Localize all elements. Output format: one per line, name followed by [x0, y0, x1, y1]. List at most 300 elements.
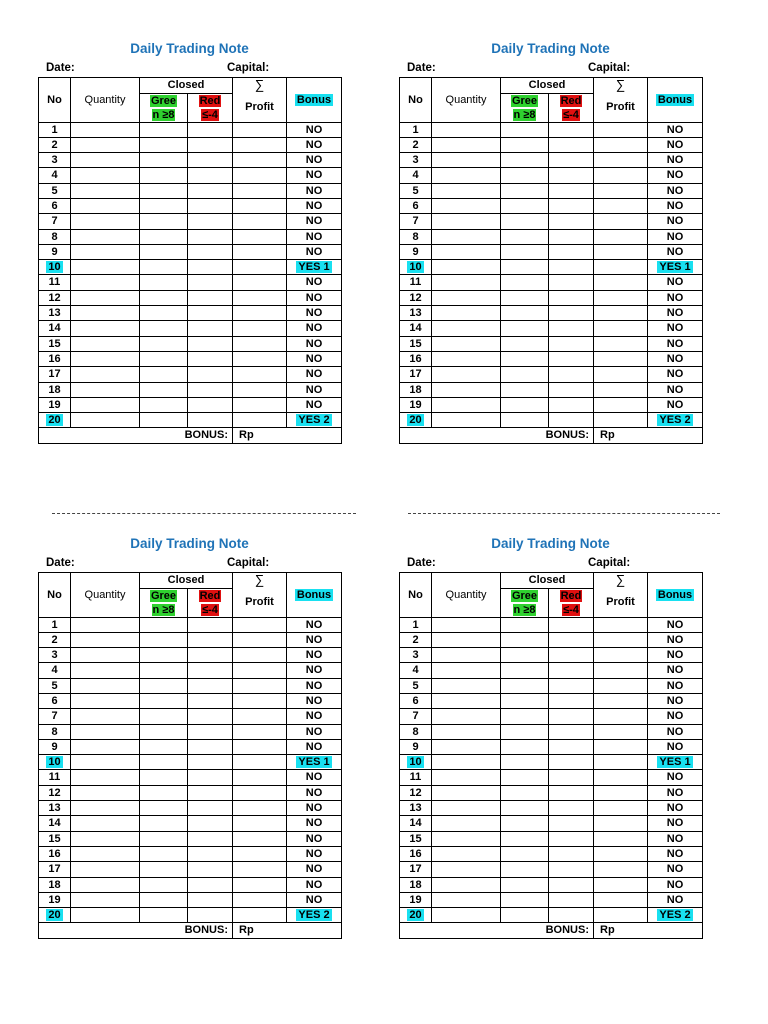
profit-cell[interactable]	[594, 877, 648, 892]
profit-cell[interactable]	[233, 397, 287, 412]
red-cell[interactable]	[549, 336, 594, 351]
quantity-cell[interactable]	[432, 724, 501, 739]
profit-cell[interactable]	[233, 877, 287, 892]
red-cell[interactable]	[549, 831, 594, 846]
profit-cell[interactable]	[233, 183, 287, 198]
quantity-cell[interactable]	[432, 229, 501, 244]
green-cell[interactable]	[140, 321, 188, 336]
profit-cell[interactable]	[233, 648, 287, 663]
profit-cell[interactable]	[233, 831, 287, 846]
red-cell[interactable]	[549, 153, 594, 168]
green-cell[interactable]	[501, 214, 549, 229]
quantity-cell[interactable]	[71, 693, 140, 708]
quantity-cell[interactable]	[71, 785, 140, 800]
profit-cell[interactable]	[594, 229, 648, 244]
quantity-cell[interactable]	[432, 168, 501, 183]
red-cell[interactable]	[188, 709, 233, 724]
profit-cell[interactable]	[594, 678, 648, 693]
quantity-cell[interactable]	[71, 198, 140, 213]
profit-cell[interactable]	[594, 785, 648, 800]
quantity-cell[interactable]	[71, 678, 140, 693]
green-cell[interactable]	[140, 632, 188, 647]
red-cell[interactable]	[188, 892, 233, 907]
quantity-cell[interactable]	[432, 336, 501, 351]
profit-cell[interactable]	[233, 739, 287, 754]
quantity-cell[interactable]	[432, 709, 501, 724]
quantity-cell[interactable]	[71, 908, 140, 923]
green-cell[interactable]	[140, 260, 188, 275]
green-cell[interactable]	[501, 198, 549, 213]
green-cell[interactable]	[501, 724, 549, 739]
red-cell[interactable]	[188, 724, 233, 739]
quantity-cell[interactable]	[432, 306, 501, 321]
red-cell[interactable]	[188, 739, 233, 754]
green-cell[interactable]	[140, 739, 188, 754]
quantity-cell[interactable]	[432, 632, 501, 647]
quantity-cell[interactable]	[71, 275, 140, 290]
red-cell[interactable]	[549, 724, 594, 739]
profit-cell[interactable]	[233, 275, 287, 290]
red-cell[interactable]	[188, 351, 233, 366]
profit-cell[interactable]	[594, 122, 648, 137]
profit-cell[interactable]	[594, 198, 648, 213]
green-cell[interactable]	[140, 724, 188, 739]
profit-cell[interactable]	[594, 724, 648, 739]
profit-cell[interactable]	[233, 336, 287, 351]
red-cell[interactable]	[549, 382, 594, 397]
red-cell[interactable]	[188, 153, 233, 168]
quantity-cell[interactable]	[432, 862, 501, 877]
quantity-cell[interactable]	[71, 739, 140, 754]
green-cell[interactable]	[140, 755, 188, 770]
green-cell[interactable]	[140, 709, 188, 724]
red-cell[interactable]	[188, 397, 233, 412]
red-cell[interactable]	[549, 632, 594, 647]
green-cell[interactable]	[501, 367, 549, 382]
profit-cell[interactable]	[233, 663, 287, 678]
profit-cell[interactable]	[594, 275, 648, 290]
profit-cell[interactable]	[594, 862, 648, 877]
profit-cell[interactable]	[594, 816, 648, 831]
green-cell[interactable]	[140, 137, 188, 152]
green-cell[interactable]	[140, 816, 188, 831]
quantity-cell[interactable]	[432, 663, 501, 678]
red-cell[interactable]	[188, 693, 233, 708]
profit-cell[interactable]	[233, 617, 287, 632]
profit-cell[interactable]	[233, 351, 287, 366]
red-cell[interactable]	[188, 801, 233, 816]
green-cell[interactable]	[501, 351, 549, 366]
profit-cell[interactable]	[594, 693, 648, 708]
quantity-cell[interactable]	[432, 877, 501, 892]
red-cell[interactable]	[188, 168, 233, 183]
red-cell[interactable]	[188, 908, 233, 923]
red-cell[interactable]	[188, 367, 233, 382]
red-cell[interactable]	[549, 198, 594, 213]
red-cell[interactable]	[549, 693, 594, 708]
profit-cell[interactable]	[233, 755, 287, 770]
profit-cell[interactable]	[233, 229, 287, 244]
profit-cell[interactable]	[233, 413, 287, 428]
red-cell[interactable]	[549, 648, 594, 663]
quantity-cell[interactable]	[71, 397, 140, 412]
quantity-cell[interactable]	[432, 153, 501, 168]
profit-cell[interactable]	[233, 260, 287, 275]
quantity-cell[interactable]	[71, 862, 140, 877]
profit-cell[interactable]	[594, 755, 648, 770]
profit-cell[interactable]	[233, 770, 287, 785]
quantity-cell[interactable]	[432, 816, 501, 831]
green-cell[interactable]	[501, 862, 549, 877]
green-cell[interactable]	[140, 892, 188, 907]
quantity-cell[interactable]	[71, 877, 140, 892]
red-cell[interactable]	[188, 122, 233, 137]
quantity-cell[interactable]	[432, 183, 501, 198]
green-cell[interactable]	[140, 831, 188, 846]
quantity-cell[interactable]	[432, 321, 501, 336]
profit-cell[interactable]	[594, 367, 648, 382]
profit-cell[interactable]	[233, 306, 287, 321]
quantity-cell[interactable]	[432, 785, 501, 800]
green-cell[interactable]	[501, 183, 549, 198]
green-cell[interactable]	[140, 306, 188, 321]
profit-cell[interactable]	[594, 290, 648, 305]
red-cell[interactable]	[549, 260, 594, 275]
red-cell[interactable]	[188, 183, 233, 198]
green-cell[interactable]	[140, 862, 188, 877]
quantity-cell[interactable]	[432, 755, 501, 770]
green-cell[interactable]	[501, 770, 549, 785]
profit-cell[interactable]	[594, 153, 648, 168]
profit-cell[interactable]	[594, 846, 648, 861]
red-cell[interactable]	[188, 137, 233, 152]
profit-cell[interactable]	[594, 244, 648, 259]
profit-cell[interactable]	[233, 892, 287, 907]
profit-cell[interactable]	[594, 260, 648, 275]
red-cell[interactable]	[188, 617, 233, 632]
profit-cell[interactable]	[233, 137, 287, 152]
green-cell[interactable]	[140, 413, 188, 428]
profit-cell[interactable]	[594, 831, 648, 846]
profit-cell[interactable]	[594, 770, 648, 785]
quantity-cell[interactable]	[432, 617, 501, 632]
quantity-cell[interactable]	[432, 290, 501, 305]
green-cell[interactable]	[140, 382, 188, 397]
red-cell[interactable]	[549, 617, 594, 632]
quantity-cell[interactable]	[432, 770, 501, 785]
quantity-cell[interactable]	[71, 724, 140, 739]
profit-cell[interactable]	[233, 214, 287, 229]
profit-cell[interactable]	[594, 892, 648, 907]
green-cell[interactable]	[501, 648, 549, 663]
red-cell[interactable]	[188, 632, 233, 647]
red-cell[interactable]	[549, 862, 594, 877]
green-cell[interactable]	[501, 831, 549, 846]
red-cell[interactable]	[549, 275, 594, 290]
red-cell[interactable]	[188, 816, 233, 831]
red-cell[interactable]	[188, 229, 233, 244]
quantity-cell[interactable]	[71, 413, 140, 428]
green-cell[interactable]	[501, 877, 549, 892]
red-cell[interactable]	[549, 801, 594, 816]
red-cell[interactable]	[188, 382, 233, 397]
green-cell[interactable]	[501, 663, 549, 678]
profit-cell[interactable]	[233, 632, 287, 647]
profit-cell[interactable]	[594, 397, 648, 412]
green-cell[interactable]	[140, 678, 188, 693]
red-cell[interactable]	[549, 397, 594, 412]
quantity-cell[interactable]	[432, 831, 501, 846]
green-cell[interactable]	[501, 678, 549, 693]
green-cell[interactable]	[501, 816, 549, 831]
green-cell[interactable]	[140, 351, 188, 366]
red-cell[interactable]	[549, 183, 594, 198]
red-cell[interactable]	[188, 877, 233, 892]
quantity-cell[interactable]	[71, 290, 140, 305]
green-cell[interactable]	[501, 382, 549, 397]
red-cell[interactable]	[188, 831, 233, 846]
green-cell[interactable]	[501, 260, 549, 275]
quantity-cell[interactable]	[432, 739, 501, 754]
red-cell[interactable]	[549, 214, 594, 229]
quantity-cell[interactable]	[432, 846, 501, 861]
green-cell[interactable]	[501, 397, 549, 412]
green-cell[interactable]	[140, 275, 188, 290]
profit-cell[interactable]	[233, 846, 287, 861]
quantity-cell[interactable]	[71, 244, 140, 259]
quantity-cell[interactable]	[71, 367, 140, 382]
green-cell[interactable]	[140, 617, 188, 632]
green-cell[interactable]	[501, 290, 549, 305]
profit-cell[interactable]	[594, 617, 648, 632]
green-cell[interactable]	[501, 785, 549, 800]
quantity-cell[interactable]	[71, 846, 140, 861]
green-cell[interactable]	[501, 321, 549, 336]
quantity-cell[interactable]	[71, 801, 140, 816]
quantity-cell[interactable]	[71, 831, 140, 846]
quantity-cell[interactable]	[432, 413, 501, 428]
red-cell[interactable]	[549, 137, 594, 152]
quantity-cell[interactable]	[71, 382, 140, 397]
green-cell[interactable]	[501, 244, 549, 259]
red-cell[interactable]	[549, 709, 594, 724]
profit-cell[interactable]	[233, 801, 287, 816]
profit-cell[interactable]	[233, 321, 287, 336]
profit-cell[interactable]	[233, 198, 287, 213]
green-cell[interactable]	[140, 908, 188, 923]
green-cell[interactable]	[501, 137, 549, 152]
profit-cell[interactable]	[594, 632, 648, 647]
red-cell[interactable]	[188, 785, 233, 800]
green-cell[interactable]	[501, 693, 549, 708]
quantity-cell[interactable]	[71, 816, 140, 831]
quantity-cell[interactable]	[71, 306, 140, 321]
quantity-cell[interactable]	[71, 709, 140, 724]
quantity-cell[interactable]	[71, 229, 140, 244]
profit-cell[interactable]	[233, 693, 287, 708]
green-cell[interactable]	[140, 336, 188, 351]
quantity-cell[interactable]	[432, 693, 501, 708]
red-cell[interactable]	[549, 321, 594, 336]
profit-cell[interactable]	[233, 122, 287, 137]
green-cell[interactable]	[140, 122, 188, 137]
red-cell[interactable]	[188, 244, 233, 259]
profit-cell[interactable]	[233, 244, 287, 259]
profit-cell[interactable]	[594, 413, 648, 428]
green-cell[interactable]	[140, 198, 188, 213]
quantity-cell[interactable]	[432, 244, 501, 259]
quantity-cell[interactable]	[432, 648, 501, 663]
quantity-cell[interactable]	[432, 397, 501, 412]
green-cell[interactable]	[140, 801, 188, 816]
quantity-cell[interactable]	[71, 137, 140, 152]
green-cell[interactable]	[140, 785, 188, 800]
green-cell[interactable]	[140, 214, 188, 229]
profit-cell[interactable]	[233, 862, 287, 877]
profit-cell[interactable]	[233, 724, 287, 739]
green-cell[interactable]	[501, 336, 549, 351]
red-cell[interactable]	[549, 413, 594, 428]
quantity-cell[interactable]	[71, 351, 140, 366]
quantity-cell[interactable]	[71, 632, 140, 647]
quantity-cell[interactable]	[71, 321, 140, 336]
red-cell[interactable]	[549, 367, 594, 382]
red-cell[interactable]	[188, 413, 233, 428]
red-cell[interactable]	[188, 663, 233, 678]
green-cell[interactable]	[140, 648, 188, 663]
profit-cell[interactable]	[594, 137, 648, 152]
profit-cell[interactable]	[233, 290, 287, 305]
green-cell[interactable]	[501, 892, 549, 907]
green-cell[interactable]	[140, 168, 188, 183]
red-cell[interactable]	[549, 785, 594, 800]
profit-cell[interactable]	[594, 168, 648, 183]
profit-cell[interactable]	[594, 382, 648, 397]
red-cell[interactable]	[188, 648, 233, 663]
quantity-cell[interactable]	[432, 260, 501, 275]
red-cell[interactable]	[549, 290, 594, 305]
red-cell[interactable]	[549, 755, 594, 770]
quantity-cell[interactable]	[432, 892, 501, 907]
green-cell[interactable]	[140, 244, 188, 259]
profit-cell[interactable]	[233, 678, 287, 693]
green-cell[interactable]	[140, 229, 188, 244]
red-cell[interactable]	[188, 260, 233, 275]
green-cell[interactable]	[140, 770, 188, 785]
profit-cell[interactable]	[594, 351, 648, 366]
quantity-cell[interactable]	[432, 214, 501, 229]
green-cell[interactable]	[140, 397, 188, 412]
green-cell[interactable]	[140, 367, 188, 382]
red-cell[interactable]	[188, 321, 233, 336]
green-cell[interactable]	[140, 693, 188, 708]
profit-cell[interactable]	[594, 306, 648, 321]
profit-cell[interactable]	[594, 908, 648, 923]
green-cell[interactable]	[140, 846, 188, 861]
quantity-cell[interactable]	[432, 351, 501, 366]
quantity-cell[interactable]	[71, 770, 140, 785]
red-cell[interactable]	[549, 122, 594, 137]
quantity-cell[interactable]	[432, 137, 501, 152]
green-cell[interactable]	[501, 306, 549, 321]
quantity-cell[interactable]	[432, 198, 501, 213]
red-cell[interactable]	[549, 663, 594, 678]
quantity-cell[interactable]	[432, 122, 501, 137]
red-cell[interactable]	[549, 306, 594, 321]
red-cell[interactable]	[549, 351, 594, 366]
quantity-cell[interactable]	[71, 183, 140, 198]
profit-cell[interactable]	[233, 785, 287, 800]
green-cell[interactable]	[501, 709, 549, 724]
red-cell[interactable]	[188, 846, 233, 861]
profit-cell[interactable]	[233, 382, 287, 397]
quantity-cell[interactable]	[432, 908, 501, 923]
red-cell[interactable]	[549, 168, 594, 183]
quantity-cell[interactable]	[432, 678, 501, 693]
red-cell[interactable]	[188, 306, 233, 321]
red-cell[interactable]	[549, 908, 594, 923]
green-cell[interactable]	[501, 908, 549, 923]
quantity-cell[interactable]	[71, 122, 140, 137]
quantity-cell[interactable]	[432, 367, 501, 382]
profit-cell[interactable]	[233, 908, 287, 923]
profit-cell[interactable]	[233, 168, 287, 183]
profit-cell[interactable]	[233, 367, 287, 382]
green-cell[interactable]	[501, 413, 549, 428]
quantity-cell[interactable]	[71, 617, 140, 632]
quantity-cell[interactable]	[71, 755, 140, 770]
profit-cell[interactable]	[594, 214, 648, 229]
red-cell[interactable]	[188, 214, 233, 229]
quantity-cell[interactable]	[432, 382, 501, 397]
profit-cell[interactable]	[233, 153, 287, 168]
green-cell[interactable]	[140, 290, 188, 305]
profit-cell[interactable]	[594, 663, 648, 678]
red-cell[interactable]	[188, 678, 233, 693]
red-cell[interactable]	[188, 755, 233, 770]
green-cell[interactable]	[140, 877, 188, 892]
green-cell[interactable]	[501, 846, 549, 861]
red-cell[interactable]	[549, 877, 594, 892]
red-cell[interactable]	[549, 816, 594, 831]
green-cell[interactable]	[501, 755, 549, 770]
quantity-cell[interactable]	[71, 663, 140, 678]
profit-cell[interactable]	[594, 801, 648, 816]
red-cell[interactable]	[188, 290, 233, 305]
red-cell[interactable]	[188, 336, 233, 351]
red-cell[interactable]	[549, 892, 594, 907]
green-cell[interactable]	[501, 801, 549, 816]
green-cell[interactable]	[501, 617, 549, 632]
profit-cell[interactable]	[594, 321, 648, 336]
green-cell[interactable]	[140, 663, 188, 678]
quantity-cell[interactable]	[432, 801, 501, 816]
profit-cell[interactable]	[594, 648, 648, 663]
quantity-cell[interactable]	[71, 260, 140, 275]
green-cell[interactable]	[501, 632, 549, 647]
green-cell[interactable]	[501, 739, 549, 754]
green-cell[interactable]	[501, 168, 549, 183]
red-cell[interactable]	[188, 275, 233, 290]
quantity-cell[interactable]	[71, 153, 140, 168]
red-cell[interactable]	[549, 739, 594, 754]
red-cell[interactable]	[549, 846, 594, 861]
red-cell[interactable]	[188, 198, 233, 213]
red-cell[interactable]	[549, 229, 594, 244]
green-cell[interactable]	[501, 153, 549, 168]
profit-cell[interactable]	[594, 739, 648, 754]
profit-cell[interactable]	[233, 816, 287, 831]
